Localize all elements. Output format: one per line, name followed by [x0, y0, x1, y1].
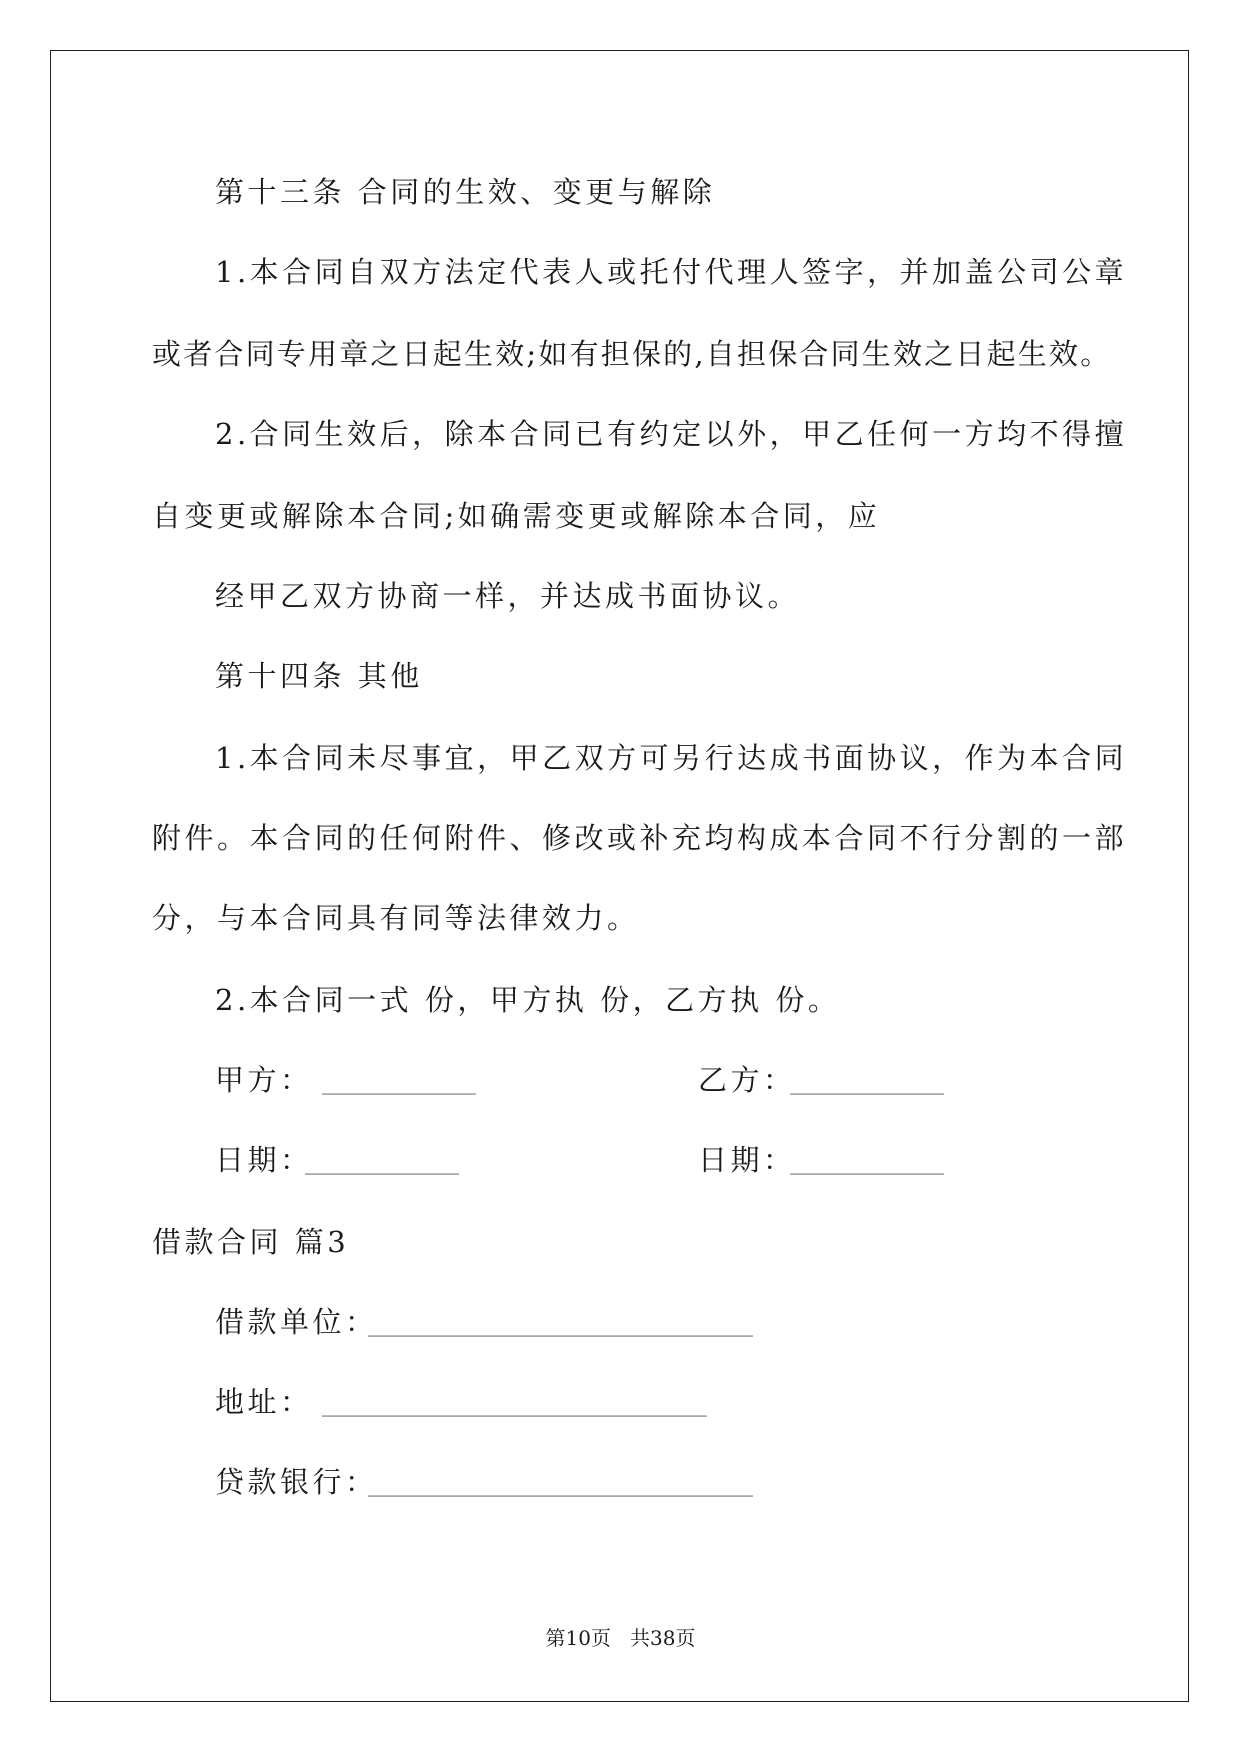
date-b-label: 日期：	[698, 1143, 796, 1177]
party-b-label: 乙方：	[698, 1063, 796, 1097]
date-a-blank: ______________	[305, 1150, 459, 1175]
borrower-label: 借款单位：	[215, 1305, 378, 1339]
article-13-clause-1-line-2: 或者合同专用章之日起生效;如有担保的,自担保合同生效之日起生效。	[152, 337, 1112, 371]
date-a-label: 日期：	[215, 1143, 313, 1177]
section-title: 借款合同 篇3	[152, 1225, 350, 1259]
article-13-heading: 第十三条 合同的生效、变更与解除	[215, 175, 716, 209]
article-14-clause-1-line-1: 1.本合同未尽事宜，甲乙双方可另行达成书面协议，作为本合同	[215, 741, 1128, 775]
party-b-blank: ______________	[790, 1070, 944, 1095]
article-14-clause-2: 2.本合同一式 份，甲方执 份，乙方执 份。	[215, 983, 841, 1017]
address-blank: ___________________________________	[322, 1392, 707, 1417]
page-border	[50, 50, 1189, 1702]
party-a-label: 甲方：	[215, 1063, 313, 1097]
bank-blank: ___________________________________	[368, 1472, 753, 1497]
article-14-clause-1-line-3: 分，与本合同具有同等法律效力。	[152, 901, 640, 935]
article-13-clause-2-line-3: 经甲乙双方协商一样，并达成书面协议。	[215, 579, 801, 613]
party-a-blank: ______________	[322, 1070, 476, 1095]
article-13-clause-2-line-1: 2.合同生效后，除本合同已有约定以外，甲乙任何一方均不得擅	[215, 417, 1128, 451]
article-13-clause-2-line-2: 自变更或解除本合同;如确需变更或解除本合同，应	[152, 499, 881, 533]
article-13-clause-1-line-1: 1.本合同自双方法定代表人或托付代理人签字，并加盖公司公章	[215, 255, 1128, 289]
bank-label: 贷款银行：	[215, 1465, 378, 1499]
date-b-blank: ______________	[790, 1150, 944, 1175]
borrower-blank: ___________________________________	[368, 1312, 753, 1337]
page-footer: 第10页 共38页	[545, 1626, 696, 1650]
article-14-clause-1-line-2: 附件。本合同的任何附件、修改或补充均构成本合同不行分割的一部	[152, 821, 1128, 855]
article-14-heading: 第十四条 其他	[215, 659, 423, 693]
address-label: 地址：	[215, 1385, 313, 1419]
